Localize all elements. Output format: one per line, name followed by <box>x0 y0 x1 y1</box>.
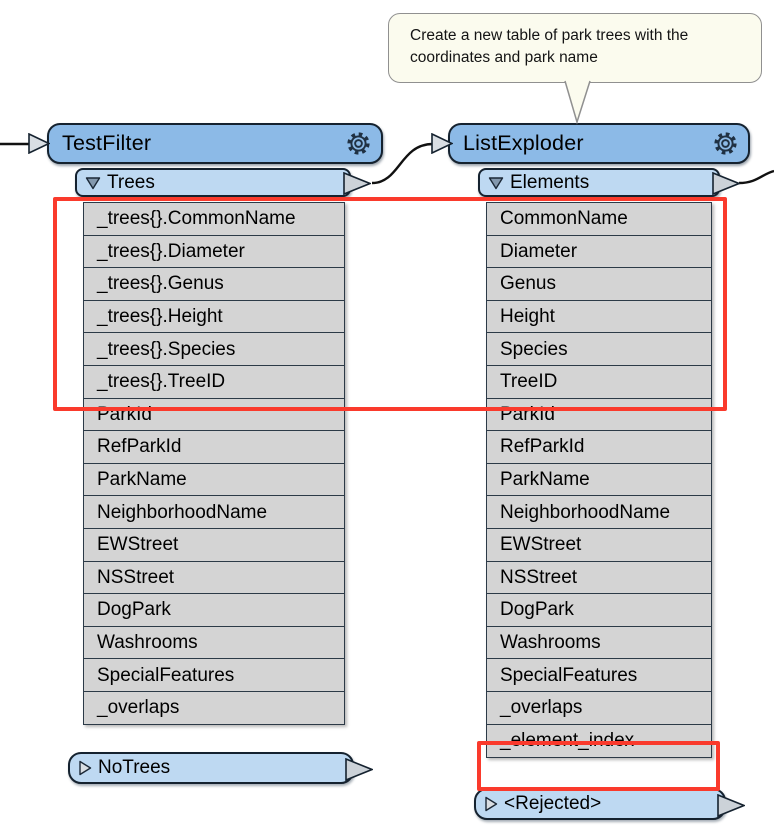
attribute-row: Diameter <box>486 235 712 269</box>
attribute-row: TreeID <box>486 365 712 399</box>
attribute-row: NeighborhoodName <box>486 495 712 529</box>
attribute-row: _overlaps <box>83 691 345 725</box>
attribute-row: Washrooms <box>486 626 712 660</box>
attribute-row: ParkId <box>486 398 712 432</box>
attribute-row: EWStreet <box>486 528 712 562</box>
port-elements-label: Elements <box>510 171 590 193</box>
attribute-row: Genus <box>486 267 712 301</box>
attribute-row: CommonName <box>486 202 712 236</box>
node-listexploder-title: ListExploder <box>463 131 584 155</box>
attribute-row: DogPark <box>83 593 345 627</box>
attribute-row: _trees{}.Species <box>83 332 345 366</box>
attribute-row: ParkName <box>486 463 712 497</box>
attribute-row: ParkId <box>83 398 345 432</box>
attribute-row: _trees{}.Height <box>83 300 345 334</box>
attribute-row: NeighborhoodName <box>83 495 345 529</box>
attribute-row: DogPark <box>486 593 712 627</box>
attribute-row: Washrooms <box>83 626 345 660</box>
attribute-row: Height <box>486 300 712 334</box>
attribute-row: SpecialFeatures <box>486 658 712 692</box>
annotation-text: Create a new table of park trees with the coordinates and park name <box>410 27 689 66</box>
attribute-row: RefParkId <box>83 430 345 464</box>
attribute-row: Species <box>486 332 712 366</box>
attribute-row: _trees{}.Diameter <box>83 235 345 269</box>
port-rejected-label: <Rejected> <box>504 793 602 814</box>
attribute-row: NSStreet <box>486 561 712 595</box>
port-notrees-label: NoTrees <box>98 757 171 778</box>
attribute-row: _element_index <box>486 724 712 758</box>
port-trees-label: Trees <box>107 171 155 193</box>
attribute-row: RefParkId <box>486 430 712 464</box>
attribute-row: SpecialFeatures <box>83 658 345 692</box>
attribute-row: NSStreet <box>83 561 345 595</box>
node-testfilter-title: TestFilter <box>62 131 152 155</box>
attribute-row: _overlaps <box>486 691 712 725</box>
attribute-row: EWStreet <box>83 528 345 562</box>
attribute-row: _trees{}.TreeID <box>83 365 345 399</box>
attribute-row: ParkName <box>83 463 345 497</box>
attribute-row: _trees{}.CommonName <box>83 202 345 236</box>
attribute-row: _trees{}.Genus <box>83 267 345 301</box>
